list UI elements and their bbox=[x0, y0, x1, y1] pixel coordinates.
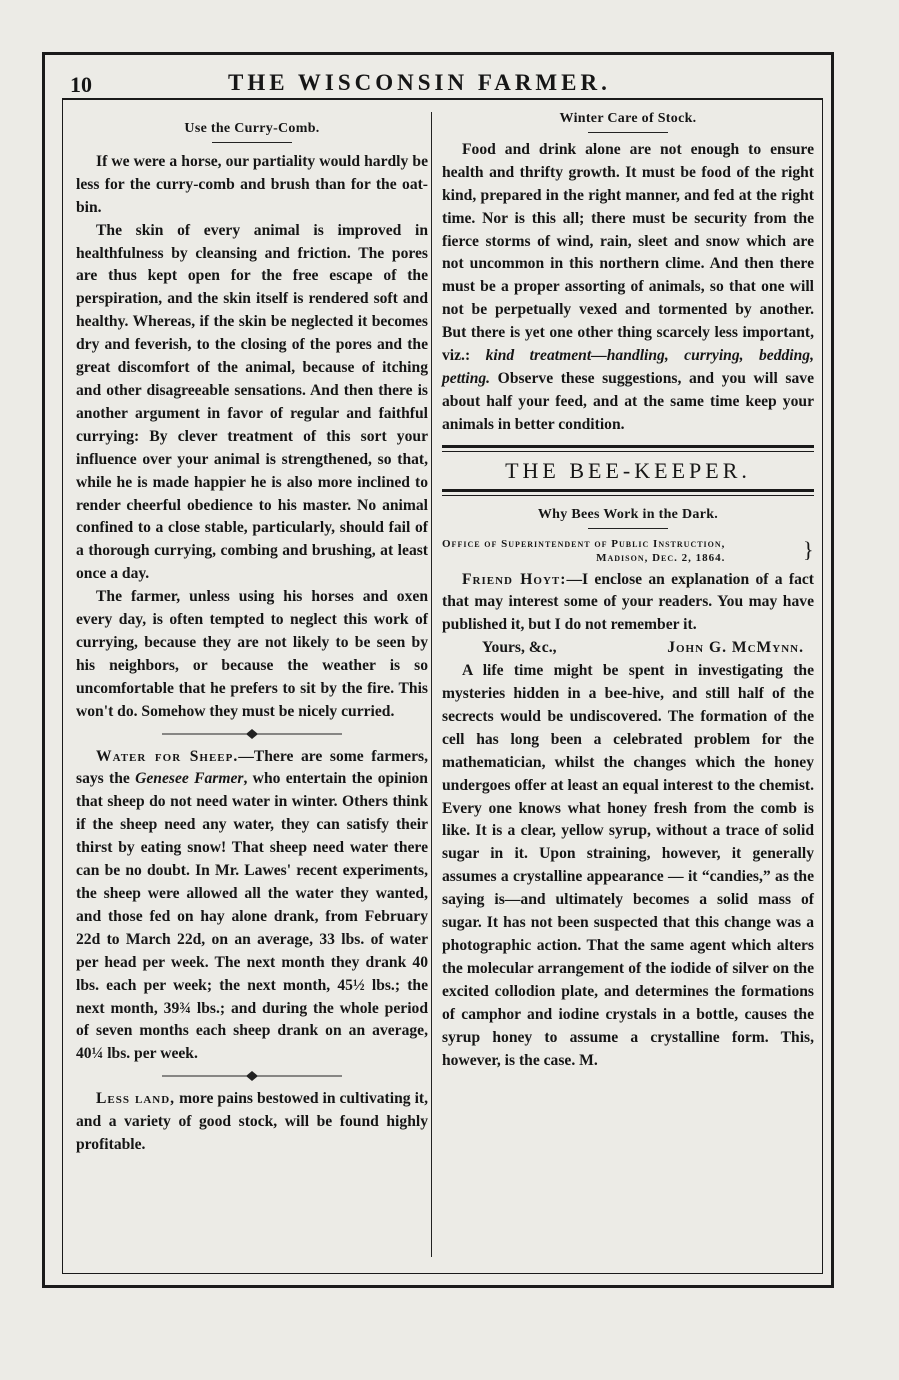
double-rule bbox=[442, 445, 814, 452]
emphasis-text: kind treatment—handling, currying, bedding, petting. bbox=[442, 347, 815, 387]
closing: Yours, &c., bbox=[482, 639, 557, 657]
section-divider-ornament bbox=[152, 728, 352, 740]
paragraph: The skin of every animal is improved in healthfulness by cleansing and friction. The pores are thus kept open for the free escape of the perspiration, and the skin itself is rendered soft and healthy. Whereas, if the skin be neglected it becomes dry and feverish, to the closing of the pores and the great discomfort of the animal, because of itching and other disagreeable sensations. And then there is another argument in favor of regular and faithful currying: By clever treatment of this sort your influence over your animal is strengthened, so that, while he is made happier he is also more inclined to render cheerful obedience to his master. No animal confined to a close stable, particularly, should fail of a thorough currying, combing and brushing, at least once a day. bbox=[76, 221, 428, 583]
lead-in: Water for Sheep. bbox=[96, 747, 239, 765]
department-title: THE BEE-KEEPER. bbox=[505, 457, 751, 483]
page-number: 10 bbox=[70, 72, 92, 97]
paragraph: Food and drink alone are not enough to ensure health and thrifty growth. It must be food of the right kind, prepared in the right manner, and fed at the right time. Nor is this all; there must be security from the fierce storms of wind, rain, sleet and snow which are not uncommon in this northern clime. And then there must be a proper assorting of animals, so that one will not be perpetually vexed and tormented by another. But there is yet one other thing scarcely less important, viz.: kind treatment—handling, currying, bedding, petting. Observe these suggestions, and you will save about half your feed, and at the same time keep your animals in better condition. bbox=[442, 140, 815, 433]
dateline bbox=[442, 537, 814, 565]
heading-rule bbox=[588, 132, 668, 133]
paragraph-water-for-sheep: Water for Sheep.—There are some farmers, says the Genesee Farmer, who entertain the opinion that sheep do not need water in winter. Others think if the sheep need any water, they can satisfy their thirst by eating snow! That sheep need water there can be no doubt. In Mr. Lawes' recent experiments, the sheep were allowed all the water they wanted, and those fed on hay alone drank, from February 22d to March 22d, on an average, 33 lbs. of water per head per week. The next month they drank 40 lbs. each per week; the next month, 45½ lbs.; the next month, 39¾ lbs.; and during the whole period of seven months each sheep drank on an average, 40¼ lbs. per week. bbox=[76, 747, 428, 1063]
dateline-text: Office of Superintendent of Public Instruction, Madison, Dec. 2, 1864. bbox=[442, 537, 726, 564]
paragraph: If we were a horse, our partiality would hardly be less for the curry-comb and brush than for the oat-bin. bbox=[76, 152, 428, 216]
column-divider bbox=[431, 112, 432, 1257]
article-heading-winter-care: Winter Care of Stock. bbox=[559, 111, 697, 126]
salutation: Friend Hoyt: bbox=[462, 570, 567, 588]
heading-rule bbox=[212, 142, 292, 143]
bee-keeper-section bbox=[442, 445, 814, 1073]
left-column bbox=[76, 118, 428, 1157]
lead-in: Less land, bbox=[96, 1090, 176, 1108]
paragraph-less-land: Less land, more pains bestowed in cultivating it, and a variety of good stock, will be found highly profitable. bbox=[76, 1090, 428, 1154]
right-column bbox=[442, 108, 814, 1072]
article-heading-bees: Why Bees Work in the Dark. bbox=[537, 506, 719, 522]
source-citation: Genesee Farmer bbox=[135, 770, 244, 788]
signature-line bbox=[442, 637, 814, 660]
brace-glyph: } bbox=[802, 536, 814, 562]
header-rule bbox=[62, 98, 823, 100]
signature: John G. McMynn. bbox=[667, 639, 804, 657]
article-heading-curry-comb: Use the Curry-Comb. bbox=[184, 121, 320, 136]
section-divider-ornament bbox=[152, 1070, 352, 1082]
double-rule bbox=[442, 489, 814, 496]
masthead-title: THE WISCONSIN FARMER. bbox=[228, 70, 611, 95]
heading-rule bbox=[588, 528, 668, 529]
paragraph: The farmer, unless using his horses and oxen every day, is often tempted to neglect this work of currying, because they are not likely to be seen by his neighbors, or because the weather is so uncomfortable that he prefers to sit by the fire. This won't do. Somehow they must be nicely curried. bbox=[76, 588, 428, 720]
letter-paragraph: Friend Hoyt:—I enclose an explanation of a fact that may interest some of your readers. You may have published it, but I do not remember it. bbox=[442, 570, 814, 634]
paragraph: A life time might be spent in investigating the mysteries hidden in a bee-hive, and still half of the secrects would be undiscovered. The formation of the cell has long been a celebrated problem for the mathematician, whilst the changes which the honey undergoes offer at least an equal interest to the chemist. Every one knows what honey fresh from the comb is like. It is a clear, yellow syrup, without a trace of solid sugar in it. Upon straining, however, it generally assumes a crystalline appearance — it “candies,” as the saying is—and ultimately becomes a solid mass of sugar. It has not been suspected that this change was a photographic action. That the same agent which alters the molecular arrangement of the iodide of silver on the excited collodion plate, and determines the formations of camphor and iodine crystals in a bottle, causes the syrup honey to assume a crystalline form. This, however, is the case. M. bbox=[442, 662, 814, 1069]
